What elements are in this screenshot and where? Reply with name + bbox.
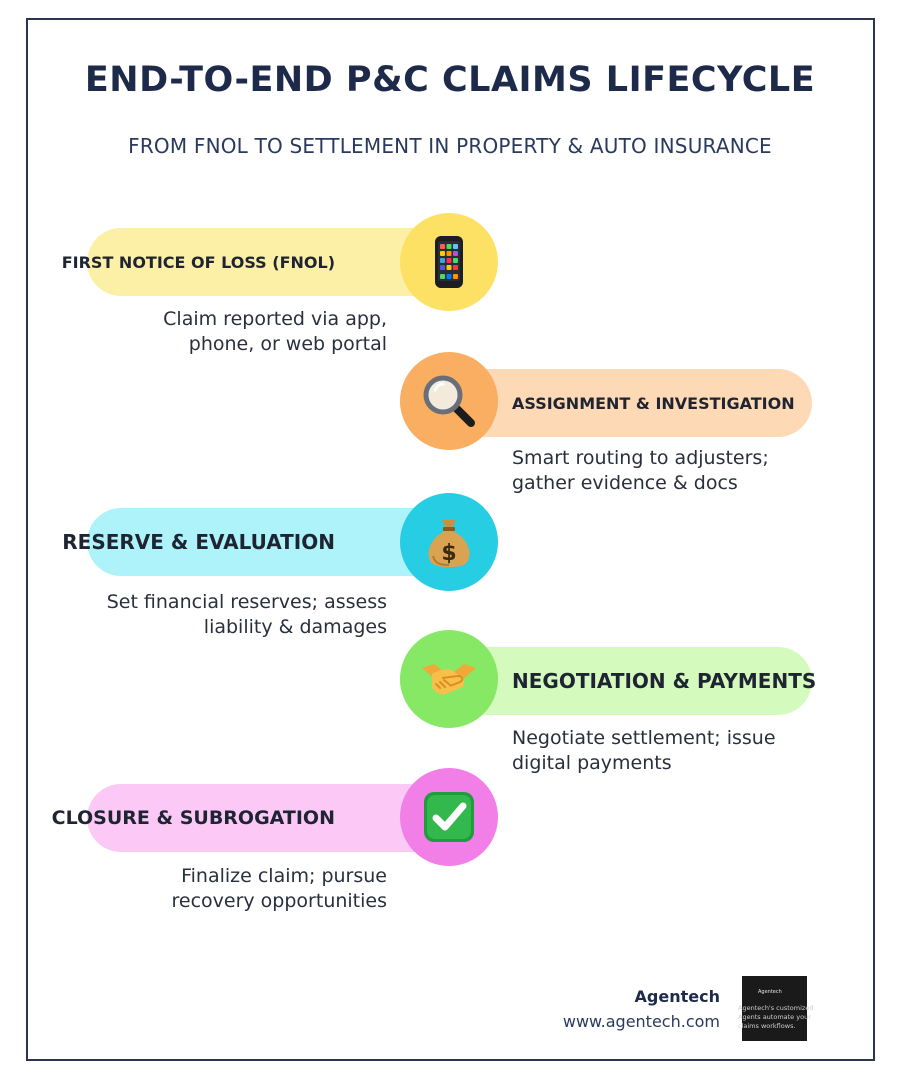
step-reserve-circle (400, 493, 498, 591)
step-fnol-description: Claim reported via app, phone, or web portal (163, 308, 387, 355)
magnifying-glass-icon (421, 373, 477, 429)
thumbnail-logo: Agentech (758, 989, 782, 995)
mobile-phone-icon (429, 235, 469, 289)
svg-text:$: $ (441, 541, 457, 566)
step-fnol-circle (400, 213, 498, 311)
step-closure-pill (51, 784, 447, 852)
footer-url[interactable]: www.agentech.com (562, 1012, 720, 1031)
step-reserve-pill (62, 508, 447, 576)
step-assignment-title: ASSIGNMENT & INVESTIGATION (512, 393, 795, 413)
thumbnail-text: Agentech's customized Agents automate your claims workflows. (738, 1004, 814, 1030)
step-fnol-pill (61, 228, 447, 296)
step-negotiation-circle (400, 630, 498, 728)
check-mark-icon (423, 791, 475, 843)
step-closure-title: CLOSURE & SUBROGATION (51, 807, 335, 829)
page-subtitle: FROM FNOL TO SETTLEMENT IN PROPERTY & AUTO INSURANCE (128, 134, 772, 158)
footer-brand: Agentech (634, 987, 720, 1006)
step-closure-circle (400, 768, 498, 866)
step-assignment-description: Smart routing to adjusters; gather evidence & docs (512, 447, 769, 494)
step-closure-description: Finalize claim; pursue recovery opportunities (171, 865, 387, 912)
money-bag-icon (425, 516, 473, 568)
step-assignment-circle (400, 352, 498, 450)
step-negotiation-title: NEGOTIATION & PAYMENTS (512, 669, 817, 693)
footer-thumbnail (738, 976, 814, 1041)
handshake-icon (420, 658, 478, 700)
step-reserve-title: RESERVE & EVALUATION (62, 530, 335, 554)
step-reserve-description: Set financial reserves; assess liability & damages (106, 591, 387, 638)
step-fnol-title: FIRST NOTICE OF LOSS (FNOL) (61, 252, 335, 272)
step-negotiation-description: Negotiate settlement; issue digital payments (512, 727, 776, 774)
page-title: END-TO-END P&C CLAIMS LIFECYCLE (84, 60, 816, 100)
